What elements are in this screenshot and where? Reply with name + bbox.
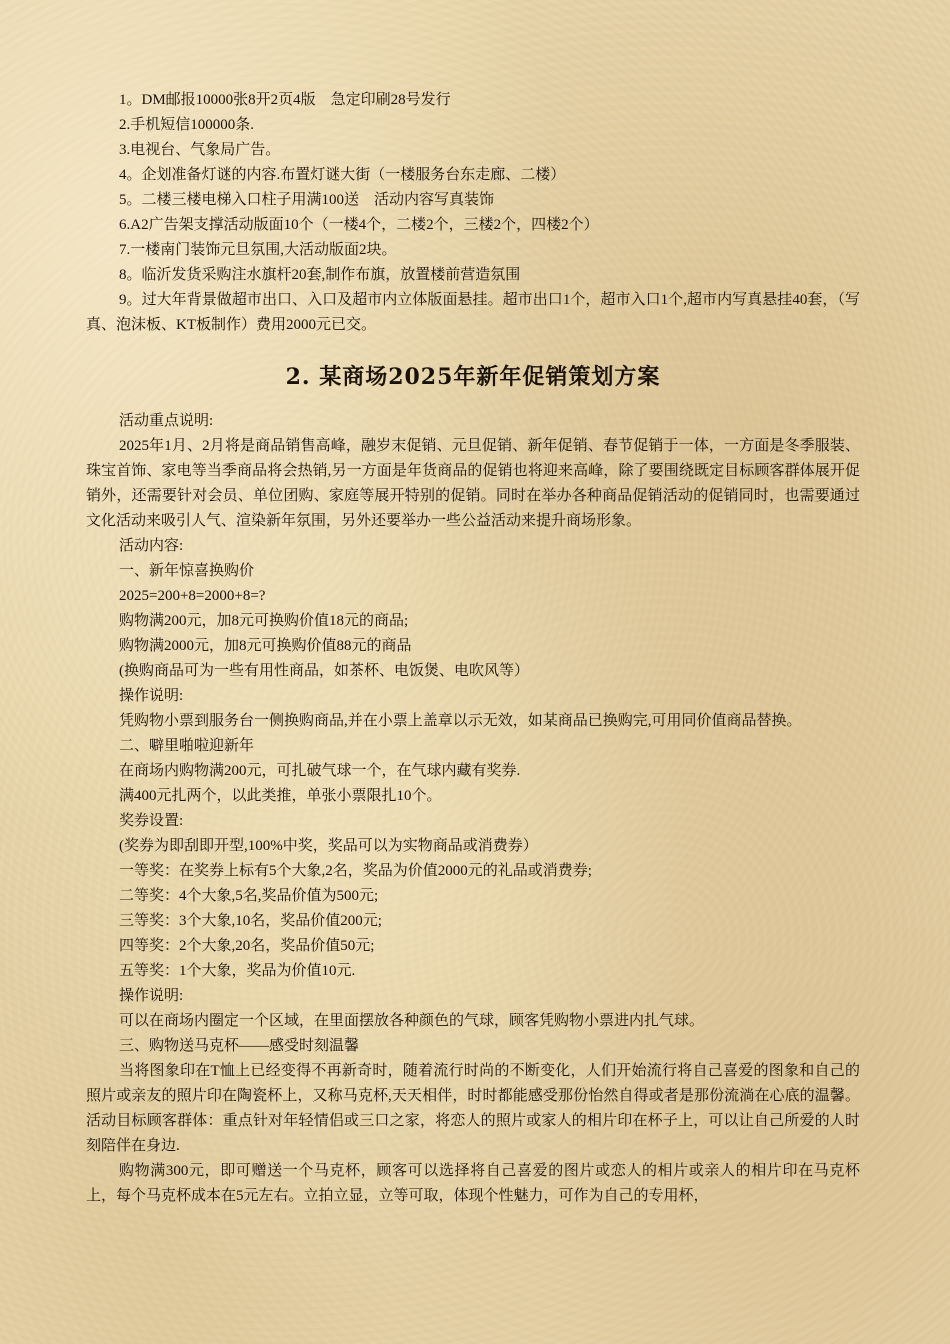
list-item: 5。二楼三楼电梯入口柱子用满100送 活动内容写真装饰	[119, 192, 495, 208]
paragraph: 操作说明:	[119, 988, 184, 1004]
paragraph: 三、购物送马克杯——感受时刻温馨	[119, 1038, 360, 1054]
paragraph: 满400元扎两个，以此类推，单张小票限扎10个。	[119, 788, 442, 804]
paragraph: (换购商品可为一些有用性商品，如茶杯、电饭煲、电吹风等）	[119, 663, 529, 679]
paragraph: 2025年1月、2月将是商品销售高峰，融岁末促销、元旦促销、新年促销、春节促销于一体，一方面是冬季服装、珠宝首饰、家电等当季商品将会热销,另一方面是年货商品的促销也将迎来高峰，除了要围绕既定目标顾客群体展开促销外，还需要针对会员、单位团购、家庭等展开特别的促销。同时在举办各种商品促销活动的促销同时，也需要通过文化活动来吸引人气、渲染新年氛围，另外还要举办一些公益活动来提升商场形象。	[86, 438, 860, 529]
paragraph: 四等奖：2个大象,20名，奖品价值50元;	[119, 938, 375, 954]
paragraph: 当将图象印在T恤上已经变得不再新奇时，随着流行时尚的不断变化，人们开始流行将自己喜爱的图象和自己的照片或亲友的照片印在陶瓷杯上，又称马克杯,天天相伴，时时都能感受那份怡然自得或者是那份流淌在心底的温馨。活动目标顾客群体：重点针对年轻情侣或三口之家，将恋人的照片或家人的相片印在杯子上，可以让自己所爱的人时刻陪伴在身边.	[86, 1063, 860, 1154]
paragraph: 购物满200元，加8元可换购价值18元的商品;	[119, 613, 409, 629]
paragraph: 一、新年惊喜换购价	[119, 563, 255, 579]
section-title: 2. 某商场2025年新年促销策划方案	[285, 364, 661, 390]
paragraph: 购物满300元，即可赠送一个马克杯，顾客可以选择将自己喜爱的图片或恋人的相片或亲人的相片印在马克杯上，每个马克杯成本在5元左右。立拍立显，立等可取，体现个性魅力，可作为自己的专用杯，	[86, 1163, 860, 1204]
list-item: 3.电视台、气象局广告。	[119, 142, 281, 158]
paragraph: 在商场内购物满200元，可扎破气球一个，在气球内藏有奖券.	[119, 763, 521, 779]
list-item: 1。DM邮报10000张8开2页4版 急定印刷28号发行	[119, 92, 451, 108]
list-item: 8。临沂发货采购注水旗杆20套,制作布旗，放置楼前营造氛围	[119, 267, 521, 283]
document-page	[86, 88, 860, 1209]
paragraph: 2025=200+8=2000+8=?	[119, 588, 266, 604]
paragraph: 奖券设置:	[119, 813, 184, 829]
paragraph: 二、噼里啪啦迎新年	[119, 738, 255, 754]
paragraph: 购物满2000元，加8元可换购价值88元的商品	[119, 638, 412, 654]
list-item: 4。企划准备灯谜的内容.布置灯谜大街（一楼服务台东走廊、二楼）	[119, 167, 566, 183]
list-item: 7.一楼南门装饰元旦氛围,大活动版面2块。	[119, 242, 397, 258]
paragraph: (奖券为即刮即开型,100%中奖，奖品可以为实物商品或消费券）	[119, 838, 538, 854]
paragraph: 五等奖：1个大象，奖品为价值10元.	[119, 963, 356, 979]
paragraph: 凭购物小票到服务台一侧换购商品,并在小票上盖章以示无效，如某商品已换购完,可用同价值商品替换。	[119, 713, 802, 729]
paragraph: 活动重点说明:	[119, 413, 214, 429]
list-item: 2.手机短信100000条.	[119, 117, 255, 133]
paragraph: 三等奖：3个大象,10名，奖品价值200元;	[119, 913, 382, 929]
paragraph: 操作说明:	[119, 688, 184, 704]
list-item: 9。过大年背景做超市出口、入口及超市内立体版面悬挂。超市出口1个，超市入口1个,超市内写真悬挂40套，（写真、泡沫板、KT板制作）费用2000元已交。	[86, 292, 860, 333]
paragraph: 可以在商场内圈定一个区域，在里面摆放各种颜色的气球，顾客凭购物小票进内扎气球。	[119, 1013, 705, 1029]
paragraph: 活动内容:	[119, 538, 184, 554]
list-item: 6.A2广告架支撑活动版面10个（一楼4个，二楼2个，三楼2个，四楼2个）	[119, 217, 599, 233]
paragraph: 二等奖：4个大象,5名,奖品价值为500元;	[119, 888, 379, 904]
paragraph: 一等奖：在奖券上标有5个大象,2名，奖品为价值2000元的礼品或消费券;	[119, 863, 592, 879]
